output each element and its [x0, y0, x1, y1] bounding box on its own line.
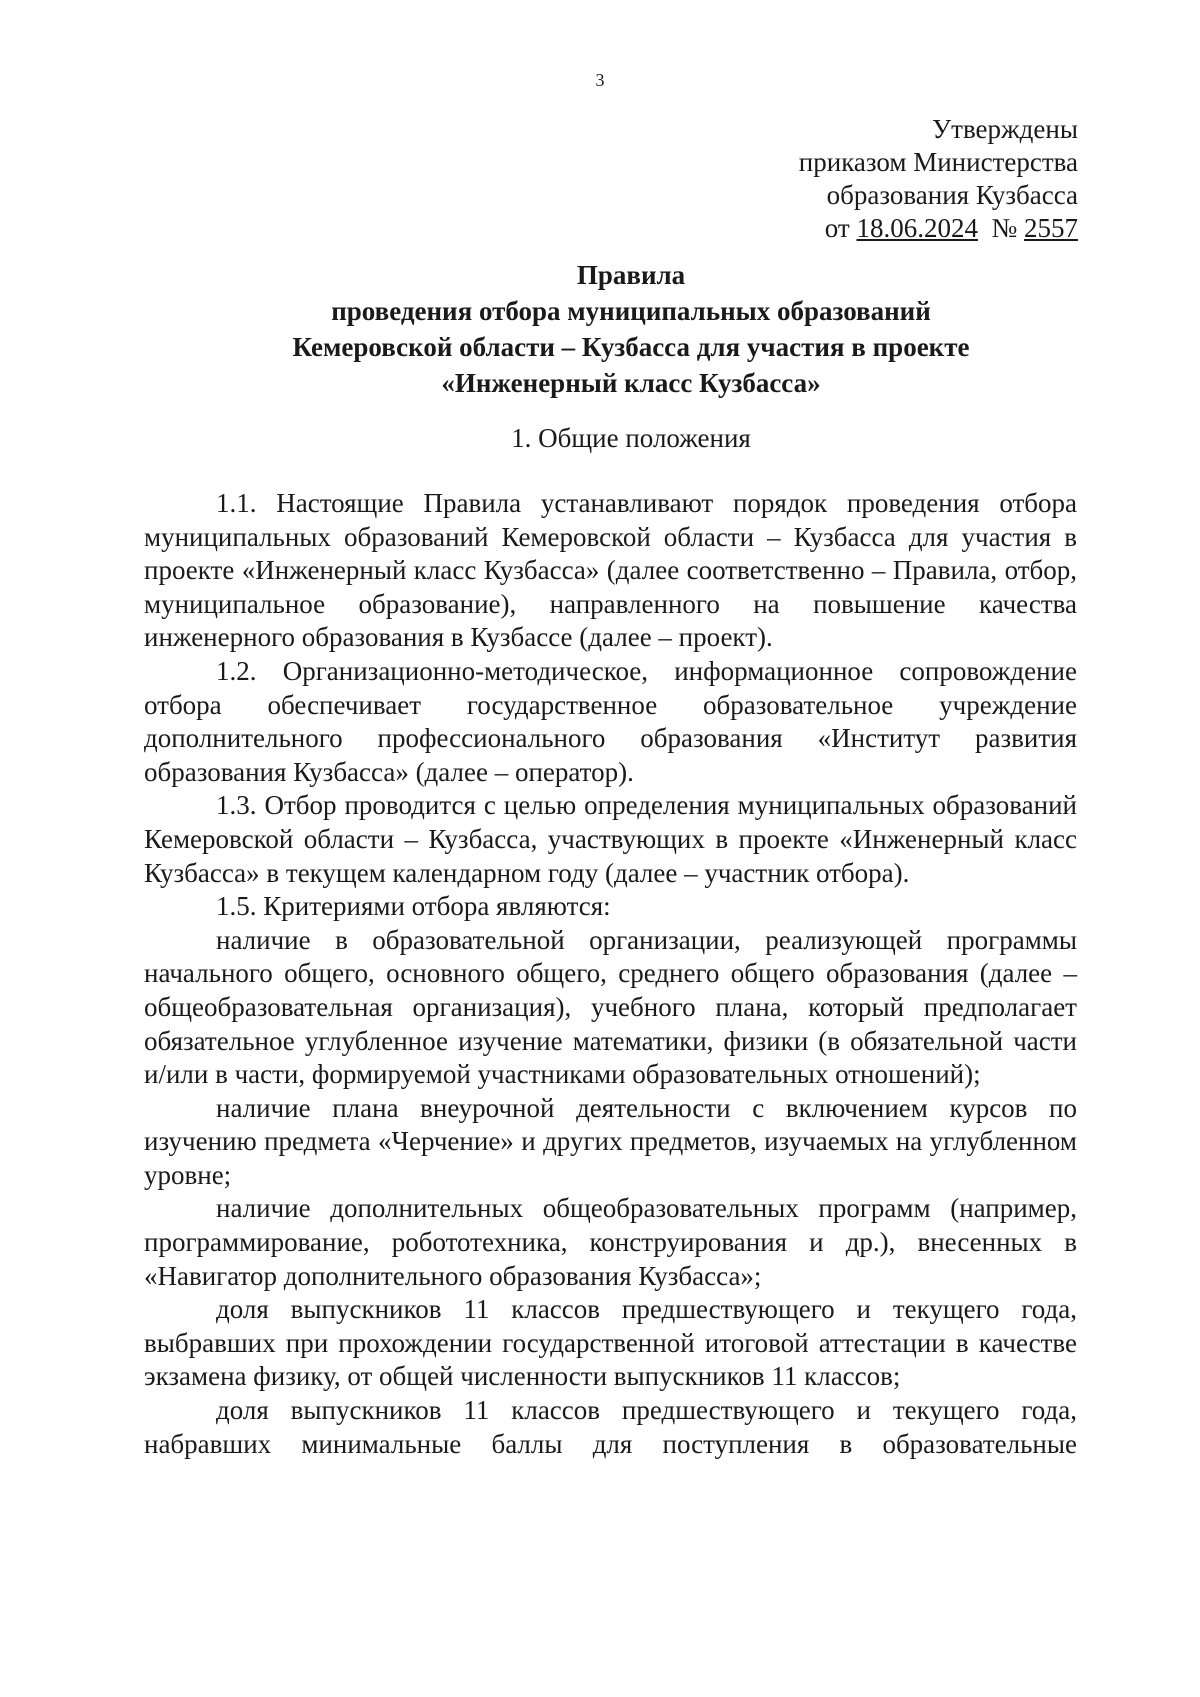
paragraph: доля выпускников 11 классов предшествующего и текущего года, набравших минимальные баллы для поступления в образовательные	[144, 1395, 1077, 1459]
approval-date-line	[799, 212, 1078, 245]
approval-line: Утверждены	[932, 114, 1078, 144]
page-number: 3	[595, 70, 605, 90]
paragraph: наличие плана внеурочной деятельности с включением курсов по изучению предмета «Черчение» и других предметов, изучаемых на углубленном уровне;	[144, 1092, 1077, 1190]
approval-stamp	[799, 113, 1078, 245]
paragraph: 1.5. Критериями отбора являются:	[216, 891, 611, 922]
approval-line: приказом Министерства	[798, 147, 1078, 177]
order-number: 2557	[1024, 213, 1078, 243]
section-heading: 1. Общие положения	[511, 423, 751, 453]
document-body	[144, 487, 1077, 1461]
title-line: Кемеровской области – Кузбасса для участия в проекте	[292, 332, 970, 362]
number-prefix: №	[991, 213, 1018, 243]
order-date: 18.06.2024	[856, 213, 978, 243]
paragraph: наличие в образовательной организации, реализующей программы начального общего, основного общего, среднего общего образования (далее – общеобразовательная организация), учебного плана, который предполагает обязательное углубленное изучение математики, физики (в обязательной части и/или в части, формируемой участниками образовательных отношений);	[144, 924, 1077, 1090]
paragraph: 1.2. Организационно-методическое, информационное сопровождение отбора обеспечивает государственное образовательное учреждение дополнительного профессионального образования «Институт развития образования Кузбасса» (далее – оператор).	[144, 655, 1077, 787]
document-title	[0, 257, 1200, 401]
approval-line: образования Кузбасса	[826, 180, 1078, 210]
date-prefix: от	[824, 213, 850, 243]
title-line: Правила	[576, 260, 686, 290]
paragraph: наличие дополнительных общеобразовательных программ (например, программирование, робототехника, конструирования и др.), внесенных в «Навигатор дополнительного образования Кузбасса»;	[144, 1193, 1077, 1291]
paragraph: 1.3. Отбор проводится с целью определения муниципальных образований Кемеровской области – Кузбасса, участвующих в проекте «Инженерный класс Кузбасса» в текущем календарном году (далее – участник отбора).	[144, 790, 1077, 888]
title-line: «Инженерный класс Кузбасса»	[441, 368, 821, 398]
paragraph: 1.1. Настоящие Правила устанавливают порядок проведения отбора муниципальных образований Кемеровской области – Кузбасса для участия в проекте «Инженерный класс Кузбасса» (далее соответственно – Правила, отбор, муниципальное образование), направленного на повышение качества инженерного образования в Кузбассе (далее – проект).	[144, 488, 1077, 653]
paragraph: доля выпускников 11 классов предшествующего и текущего года, выбравших при прохождении государственной итоговой аттестации в качестве экзамена физику, от общей численности выпускников 11 классов;	[144, 1294, 1077, 1392]
title-line: проведения отбора муниципальных образований	[331, 296, 931, 326]
